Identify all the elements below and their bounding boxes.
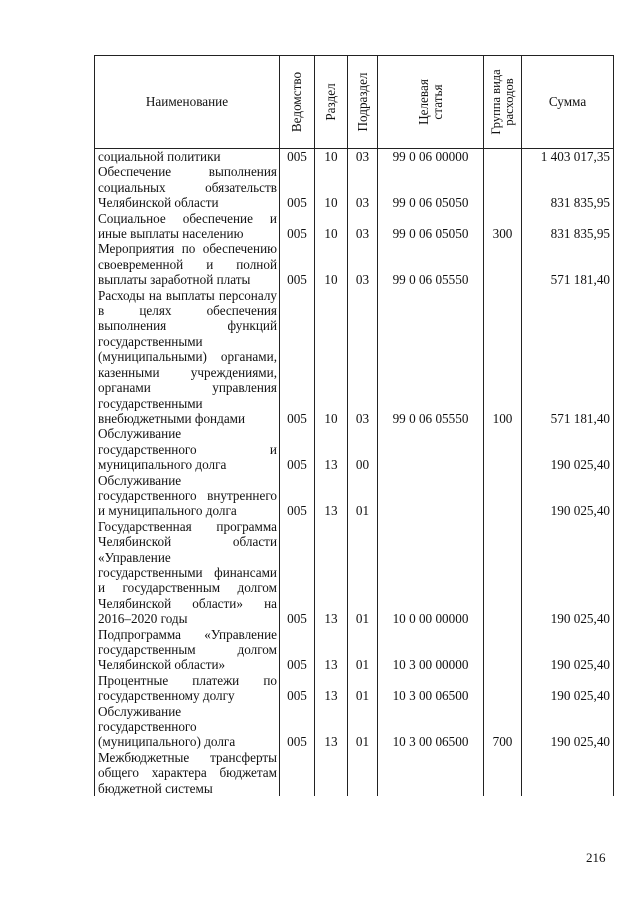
row-celevaya-statya [378, 426, 484, 472]
row-podrazdel: 03 [348, 149, 378, 165]
table-row [95, 211, 614, 242]
row-vedomstvo: 005 [280, 149, 315, 165]
row-gruppa [484, 241, 522, 287]
row-summa: 190 025,40 [522, 519, 614, 627]
row-summa: 190 025,40 [522, 473, 614, 519]
row-razdel: 10 [315, 288, 348, 427]
row-summa: 190 025,40 [522, 627, 614, 673]
row-name: Подпрограмма «Управление государственным долгом Челябинской области» [95, 627, 280, 673]
table-row [95, 426, 614, 472]
budget-table [94, 55, 614, 796]
row-summa: 1 403 017,35 [522, 149, 614, 165]
row-name: Обслуживание государственного внутреннего и муниципального долга [95, 473, 280, 519]
table-header-row [95, 56, 614, 149]
row-gruppa [484, 519, 522, 627]
row-gruppa [484, 750, 522, 796]
row-podrazdel: 03 [348, 164, 378, 210]
header-razdel: Раздел [315, 56, 348, 149]
row-name: Обслуживание государственного (муниципального) долга [95, 704, 280, 750]
row-gruppa [484, 627, 522, 673]
row-razdel [315, 750, 348, 796]
row-vedomstvo: 005 [280, 519, 315, 627]
row-name: Процентные платежи по государственному долгу [95, 673, 280, 704]
row-vedomstvo: 005 [280, 241, 315, 287]
row-vedomstvo: 005 [280, 673, 315, 704]
row-name: Мероприятия по обеспечению своевременной и полной выплаты заработной платы [95, 241, 280, 287]
row-razdel: 13 [315, 704, 348, 750]
row-gruppa [484, 426, 522, 472]
row-celevaya-statya [378, 750, 484, 796]
table-row [95, 704, 614, 750]
row-celevaya-statya [378, 473, 484, 519]
table-row [95, 519, 614, 627]
row-summa: 831 835,95 [522, 211, 614, 242]
row-razdel: 13 [315, 673, 348, 704]
table-row [95, 164, 614, 210]
row-vedomstvo: 005 [280, 288, 315, 427]
row-vedomstvo: 005 [280, 473, 315, 519]
row-podrazdel: 03 [348, 241, 378, 287]
row-gruppa [484, 149, 522, 165]
header-celevaya-statya: Целевая статья [378, 56, 484, 149]
row-razdel: 13 [315, 627, 348, 673]
row-gruppa [484, 473, 522, 519]
row-razdel: 13 [315, 519, 348, 627]
row-celevaya-statya: 99 0 06 05050 [378, 164, 484, 210]
table-row [95, 750, 614, 796]
row-summa: 571 181,40 [522, 241, 614, 287]
row-summa: 190 025,40 [522, 673, 614, 704]
row-podrazdel: 01 [348, 473, 378, 519]
header-podrazdel: Подраздел [348, 56, 378, 149]
row-celevaya-statya: 99 0 06 00000 [378, 149, 484, 165]
row-podrazdel: 01 [348, 627, 378, 673]
row-name: Социальное обеспечение и иные выплаты населению [95, 211, 280, 242]
row-podrazdel: 03 [348, 211, 378, 242]
row-razdel: 10 [315, 211, 348, 242]
row-celevaya-statya: 99 0 06 05050 [378, 211, 484, 242]
row-celevaya-statya: 10 0 00 00000 [378, 519, 484, 627]
row-summa: 190 025,40 [522, 426, 614, 472]
row-razdel: 10 [315, 241, 348, 287]
header-name: Наименование [95, 56, 280, 149]
row-razdel: 10 [315, 149, 348, 165]
row-name: Обслуживание государственного и муниципального долга [95, 426, 280, 472]
row-podrazdel [348, 750, 378, 796]
row-vedomstvo: 005 [280, 627, 315, 673]
header-gruppa-vida-rashodov: Группа вида расходов [484, 56, 522, 149]
header-vedomstvo: Ведомство [280, 56, 315, 149]
table-row [95, 673, 614, 704]
page-number: 216 [586, 850, 606, 865]
row-celevaya-statya: 10 3 00 00000 [378, 627, 484, 673]
row-celevaya-statya: 10 3 00 06500 [378, 673, 484, 704]
row-vedomstvo: 005 [280, 426, 315, 472]
table-row [95, 241, 614, 287]
row-name: Обеспечение выполнения социальных обязательств Челябинской области [95, 164, 280, 210]
row-podrazdel: 01 [348, 673, 378, 704]
table-row [95, 149, 614, 165]
row-vedomstvo: 005 [280, 704, 315, 750]
row-gruppa [484, 164, 522, 210]
row-celevaya-statya: 10 3 00 06500 [378, 704, 484, 750]
row-celevaya-statya: 99 0 06 05550 [378, 288, 484, 427]
row-gruppa: 300 [484, 211, 522, 242]
row-razdel: 13 [315, 473, 348, 519]
row-summa [522, 750, 614, 796]
row-podrazdel: 00 [348, 426, 378, 472]
table-row [95, 288, 614, 427]
row-name: Расходы на выплаты персоналу в целях обеспечения выполнения функций государственными (муниципальными) органами, казенными учреждениями, органами управления государственными внебюджетными фондами [95, 288, 280, 427]
row-podrazdel: 03 [348, 288, 378, 427]
row-gruppa [484, 673, 522, 704]
row-name: социальной политики [95, 149, 280, 165]
row-razdel: 13 [315, 426, 348, 472]
header-summa: Сумма [522, 56, 614, 149]
row-podrazdel: 01 [348, 704, 378, 750]
row-gruppa: 100 [484, 288, 522, 427]
row-celevaya-statya: 99 0 06 05550 [378, 241, 484, 287]
row-razdel: 10 [315, 164, 348, 210]
row-vedomstvo: 005 [280, 211, 315, 242]
row-name: Государственная программа Челябинской области «Управление государственными финансами и государственным долгом Челябинской области» на 2016–2020 годы [95, 519, 280, 627]
row-vedomstvo: 005 [280, 164, 315, 210]
row-name: Межбюджетные трансферты общего характера бюджетам бюджетной системы [95, 750, 280, 796]
row-summa: 190 025,40 [522, 704, 614, 750]
row-gruppa: 700 [484, 704, 522, 750]
table-row [95, 627, 614, 673]
row-summa: 571 181,40 [522, 288, 614, 427]
row-vedomstvo [280, 750, 315, 796]
table-row [95, 473, 614, 519]
row-podrazdel: 01 [348, 519, 378, 627]
row-summa: 831 835,95 [522, 164, 614, 210]
